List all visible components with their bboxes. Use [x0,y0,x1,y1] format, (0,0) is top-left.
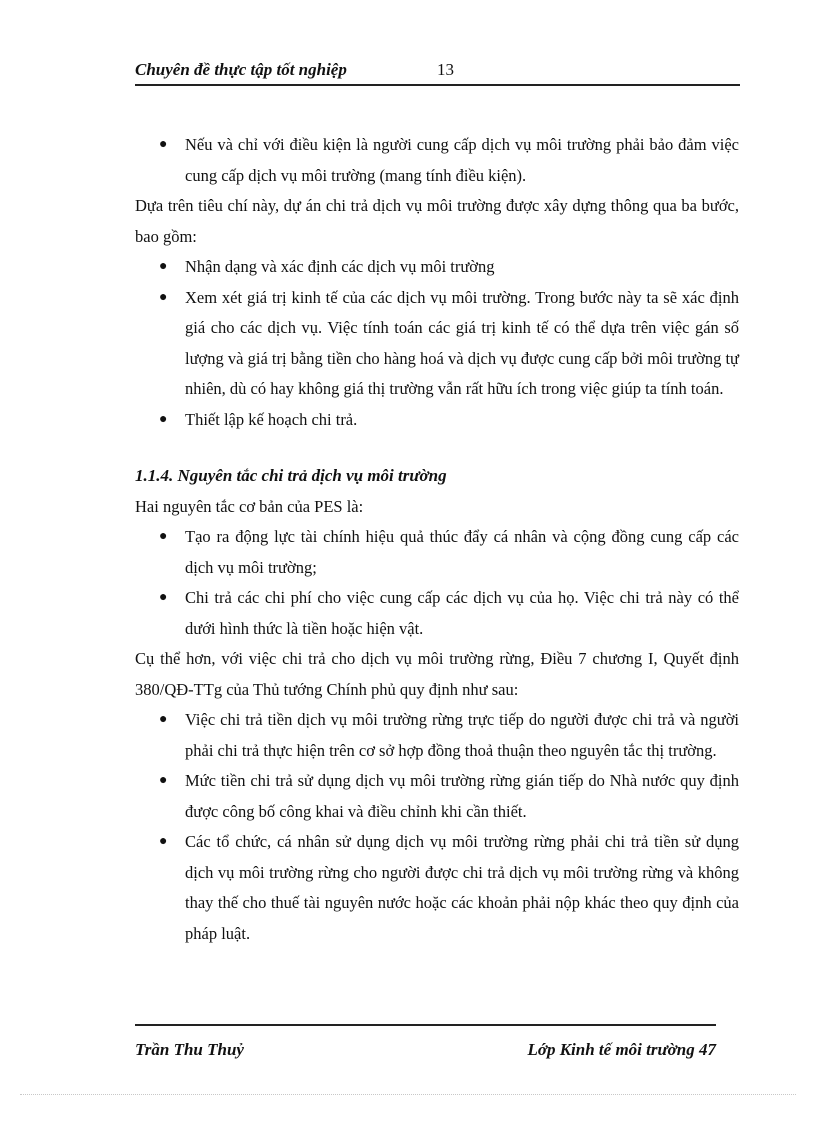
paragraph: Hai nguyên tắc cơ bản của PES là: [135,496,364,516]
list-item-text: Nhận dạng và xác định các dịch vụ môi trường [185,257,495,276]
bullet-icon: ● [159,712,168,727]
footer-class: Lớp Kinh tế môi trường 47 [527,1040,716,1059]
list-item-text: Thiết lập kế hoạch chi trả. [185,409,358,429]
steps-list [135,252,739,435]
list-item-text: Các tổ chức, cá nhân sử dụng dịch vụ môi trường rừng phải chi trả tiền sử dụng dịch vụ môi trường rừng cho người được chi trả dịch vụ môi trường rừng và không thay thế cho thuế tài nguyên nước hoặc các khoản phải nộp khác theo quy định của pháp luật. [185,832,739,943]
bullet-icon: ● [159,773,168,788]
regulations-list [135,705,739,949]
principles-list [135,522,739,644]
bullet-icon: ● [159,137,168,152]
paragraph: Cụ thể hơn, với việc chi trả cho dịch vụ môi trường rừng, Điều 7 chương I, Quyết định 380/QĐ-TTg của Thủ tướng Chính phủ quy định như sau: [135,649,739,699]
bullet-icon: ● [159,289,168,305]
page-number: 13 [437,60,454,79]
bullet-icon: ● [159,834,168,849]
header-title: Chuyên đề thực tập tốt nghiệp [135,60,347,79]
list-item [135,283,739,405]
bullet-icon: ● [159,259,168,274]
list-item-text: Tạo ra động lực tài chính hiệu quả thúc đẩy cá nhân và cộng đồng cung cấp các dịch vụ môi trường; [185,527,739,577]
conditions-list [135,130,739,191]
list-item [135,252,739,283]
list-item-text: Xem xét giá trị kinh tế của các dịch vụ môi trường. Trong bước này ta sẽ xác định giá cho các dịch vụ. Việc tính toán các giá trị kinh tế có thể dựa trên việc gán số lượng và giá trị bằng tiền cho hàng hoá và dịch vụ được cung cấp bởi môi trường tự nhiên, dù có hay không giá thị trường vẫn rất hữu ích trong việc giúp ta tính toán. [185,287,739,398]
list-item-text: Mức tiền chi trả sử dụng dịch vụ môi trường rừng gián tiếp do Nhà nước quy định được công bố công khai và điều chỉnh khi cần thiết. [185,771,739,821]
page-header [135,58,740,86]
list-item [135,522,739,583]
footer-author: Trần Thu Thuỷ [135,1040,244,1059]
page-footer [135,1024,716,1066]
list-item [135,766,739,827]
list-item-text: Việc chi trả tiền dịch vụ môi trường rừng trực tiếp do người được chi trả và người phải chi trả thực hiện trên cơ sở hợp đồng thoả thuận theo nguyên tắc thị trường. [185,710,739,760]
bullet-icon: ● [159,529,168,544]
bullet-icon: ● [159,411,168,427]
list-item [135,130,739,191]
list-item [135,827,739,949]
list-item-text: Nếu và chỉ với điều kiện là người cung cấp dịch vụ môi trường phải bảo đảm việc cung cấp dịch vụ môi trường (mang tính điều kiện). [185,135,739,185]
list-item [135,405,739,436]
paragraph: Dựa trên tiêu chí này, dự án chi trả dịch vụ môi trường được xây dựng thông qua ba bước, bao gồm: [135,196,739,246]
bullet-icon: ● [159,590,168,605]
list-item [135,583,739,644]
list-item [135,705,739,766]
list-item-text: Chi trả các chi phí cho việc cung cấp các dịch vụ của họ. Việc chi trả này có thể dưới hình thức là tiền hoặc hiện vật. [185,588,739,638]
page-bottom-divider [20,1094,796,1095]
section-heading: 1.1.4. Nguyên tắc chi trả dịch vụ môi trường [135,466,447,485]
page-content [135,130,739,949]
